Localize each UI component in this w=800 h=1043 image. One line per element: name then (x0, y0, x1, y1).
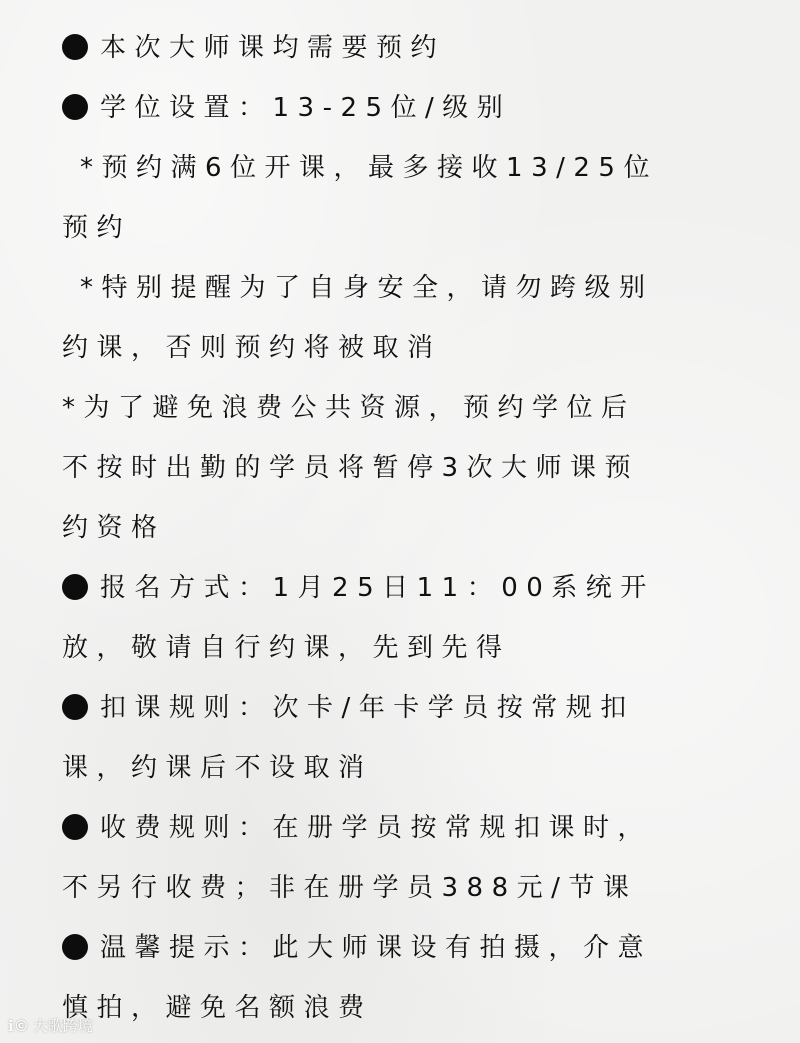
text-line-6 (62, 378, 762, 438)
text-line-11 (62, 678, 762, 738)
text-line-9 (62, 558, 762, 618)
line-text: 学位设置：13-25位/级别 (100, 93, 512, 123)
line-text: 不按时出勤的学员将暂停3次大师课预 (62, 453, 640, 483)
text-line-14 (62, 858, 762, 918)
watermark-logo-icon: ℹ© (8, 1017, 29, 1035)
watermark-text: 大歌跨境 (32, 1017, 93, 1035)
text-line-13 (62, 798, 762, 858)
line-text: 放，敬请自行约课，先到先得 (62, 633, 511, 663)
bullet-dot-icon (62, 34, 88, 60)
line-text: 慎拍，避免名额浪费 (62, 993, 373, 1023)
text-line-1 (62, 78, 762, 138)
line-text: 扣课规则：次卡/年卡学员按常规扣 (100, 693, 635, 723)
text-line-8 (62, 498, 762, 558)
text-line-16 (62, 978, 762, 1038)
announcement-body (62, 18, 762, 1038)
bullet-dot-icon (62, 934, 88, 960)
line-text: 收费规则：在册学员按常规扣课时， (100, 813, 653, 843)
line-text: 报名方式：1月25日11：00系统开 (100, 573, 655, 603)
text-line-10 (62, 618, 762, 678)
line-text: 本次大师课均需要预约 (100, 33, 446, 63)
bullet-dot-icon (62, 694, 88, 720)
line-text: 不另行收费；非在册学员388元/节课 (62, 873, 638, 903)
line-text: 约课，否则预约将被取消 (62, 333, 442, 363)
line-text: 课，约课后不设取消 (62, 753, 373, 783)
bullet-dot-icon (62, 574, 88, 600)
text-line-2 (62, 138, 762, 198)
line-text: *为了避免浪费公共资源，预约学位后 (62, 393, 636, 423)
line-text: 温馨提示：此大师课设有拍摄，介意 (100, 933, 653, 963)
text-line-4 (62, 258, 762, 318)
watermark (8, 1015, 93, 1036)
text-line-12 (62, 738, 762, 798)
text-line-7 (62, 438, 762, 498)
line-text: 预约 (62, 213, 132, 243)
bullet-dot-icon (62, 814, 88, 840)
line-text: *预约满6位开课，最多接收13/25位 (80, 153, 658, 183)
text-line-3 (62, 198, 762, 258)
text-line-0 (62, 18, 762, 78)
line-text: *特别提醒为了自身安全，请勿跨级别 (80, 273, 654, 303)
text-line-15 (62, 918, 762, 978)
line-text: 约资格 (62, 513, 166, 543)
bullet-dot-icon (62, 94, 88, 120)
text-line-5 (62, 318, 762, 378)
